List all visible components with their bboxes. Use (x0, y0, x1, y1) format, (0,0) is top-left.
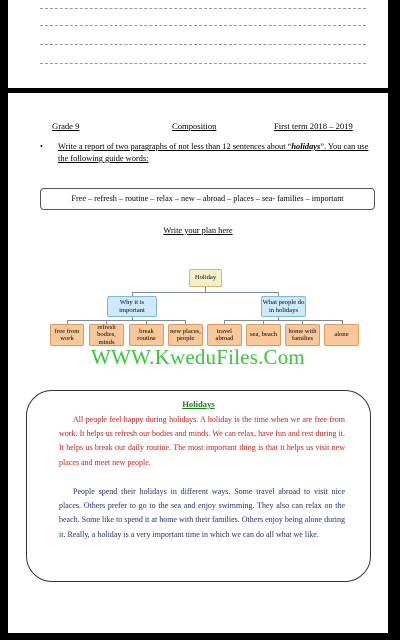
essay-paragraph-1: All people feel happy during holidays. A holiday is the time when we are free from work. It helps us refresh our bodies and minds. We can relax, have fun and rest during it. It helps us break our daily routine. The most important thing is that it helps us visit new places and meet new people. (59, 415, 345, 467)
instruction-after: ”. You can use the following guide words: (58, 142, 369, 163)
instruction-text (58, 141, 375, 165)
mindmap-leaf: refresh bodies, minds (89, 324, 124, 346)
mindmap-leaf: home with families (285, 324, 320, 346)
bullet-icon: • (40, 142, 43, 151)
guide-words-box: Free – refresh – routine – relax – new – abroad – places – sea- families – important (40, 188, 375, 210)
watermark: WWW.KweduFiles.Com (91, 345, 305, 369)
plan-label: Write your plan here (163, 226, 233, 235)
instruction-before: Write a report of two paragraphs of not less than 12 sentences about “ (58, 142, 292, 151)
worksheet-page (8, 93, 388, 633)
essay-box (26, 390, 371, 582)
answer-line (40, 63, 366, 64)
mindmap-leaf: new places, people (168, 324, 203, 346)
answer-line (40, 8, 366, 9)
mindmap-leaf: travel abroad (207, 324, 242, 346)
mindmap-branch-importance: Why it is important (107, 296, 157, 317)
essay-paragraph-2: People spend their holidays in different ways. Some travel abroad to visit nice places. Others prefer to go to the sea and enjoy swimming. They also can relax on the beach. Some like to spend it at home with their families. Others enjoy being alone during it. Really, a holiday is a very important time in which we can do all what we like. (59, 487, 345, 539)
answer-line (40, 44, 366, 45)
grade-label: Grade 9 (52, 121, 80, 131)
instruction (40, 141, 375, 165)
mindmap-leaf: sea, beach (246, 324, 281, 346)
mindmap-root: Holiday (189, 269, 222, 287)
connector-line (67, 320, 186, 321)
answer-line (40, 25, 366, 26)
mindmap-leaf: break routine (129, 324, 164, 346)
term-label: First term 2018 – 2019 (274, 121, 353, 131)
connector-line (132, 292, 278, 293)
essay-title: Holidays (182, 399, 215, 409)
connector-line (224, 320, 342, 321)
mindmap-leaf: alone (324, 324, 359, 346)
previous-page (8, 0, 388, 88)
instruction-topic: holidays (291, 142, 321, 151)
mindmap-branch-activities: What people do in holidays (261, 296, 306, 317)
mindmap-leaf: free from work (50, 324, 84, 346)
subject-label: Composition (172, 121, 217, 131)
